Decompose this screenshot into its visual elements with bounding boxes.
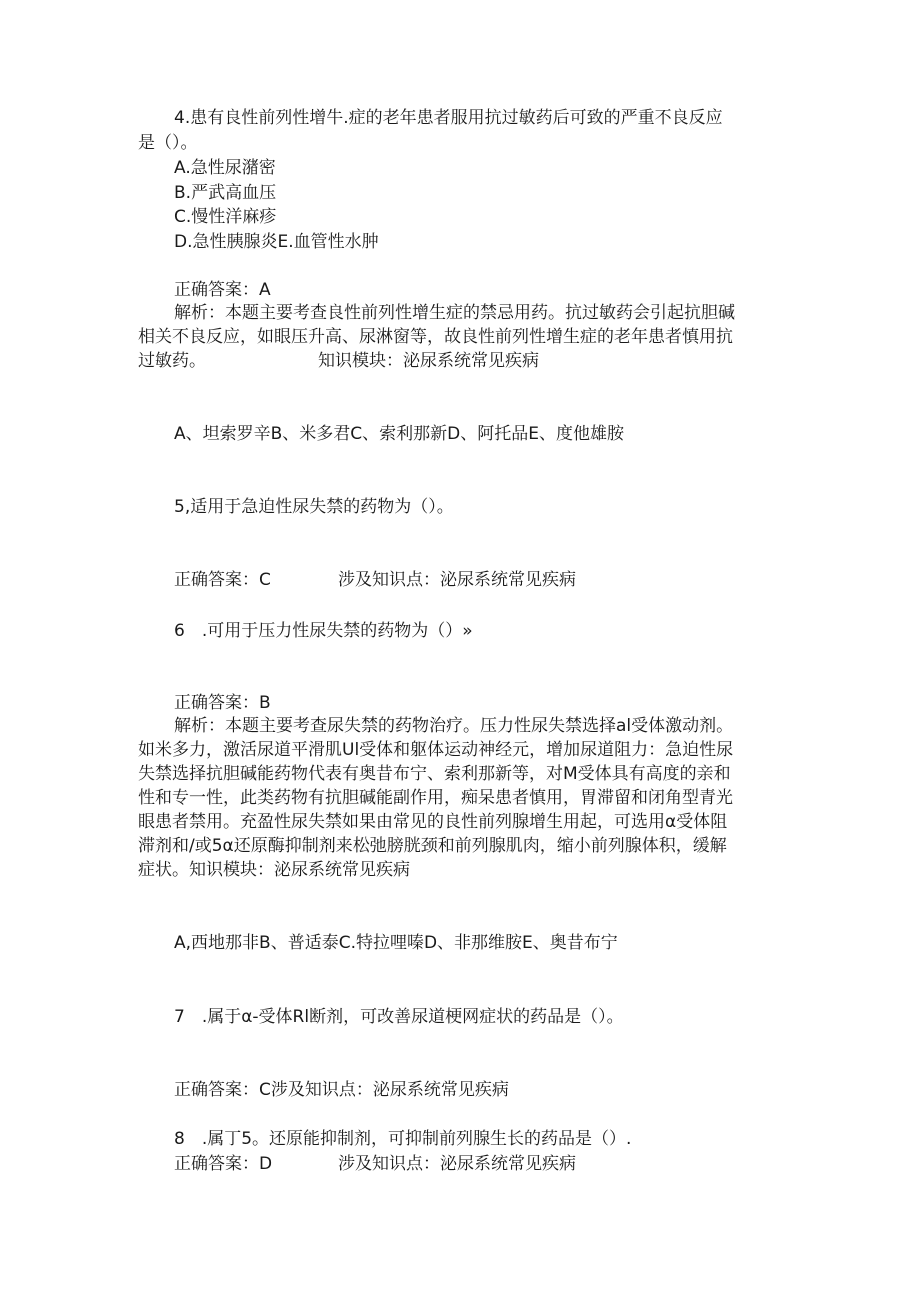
options-q5-q6: A、坦索罗辛B、米多君C、索利那新D、阿托品E、度他雄胺 xyxy=(174,424,624,444)
q6-analysis-line2: 如米多力，激活尿道平滑肌Ul受体和躯体运动神经元，增加尿道阻力：急迫性尿 xyxy=(138,740,734,760)
q4-option-c: C.慢性洋麻疹 xyxy=(174,207,277,227)
q4-analysis-line3a: 过敏药。 xyxy=(138,351,206,371)
q6-analysis-line6: 滞剂和/或5α还原酶抑制剂来松弛膀胱颈和前列腺肌肉，缩小前列腺体积，缓解 xyxy=(138,836,727,856)
q6-analysis-line3: 失禁选择抗胆碱能药物代表有奥昔布宁、索利那新等，对M受体具有高度的亲和 xyxy=(138,764,731,784)
q6-analysis-line7: 症状。知识模块：泌尿系统常见疾病 xyxy=(138,860,410,880)
q4-analysis-line2: 相关不良反应，如眼压升高、尿淋窗等，故良性前列性增生症的老年患者慎用抗 xyxy=(138,327,733,347)
q5-answer: 正确答案：C xyxy=(174,570,271,590)
q8-stem: 8 .属丁5。还原能抑制剂，可抑制前列腺生长的药品是（）. xyxy=(174,1129,632,1149)
q5-stem: 5,适用于急迫性尿失禁的药物为（）。 xyxy=(174,497,454,517)
q8-knowledge: 涉及知识点：泌尿系统常见疾病 xyxy=(338,1154,576,1174)
q4-stem-line1: 4.患有良性前列性增牛.症的老年患者服用抗过敏药后可致的严重不良反应 xyxy=(174,108,723,128)
q4-option-a: A.急性尿潴密 xyxy=(174,158,276,178)
q6-answer: 正确答案：B xyxy=(174,693,271,713)
q6-stem: 6 .可用于压力性尿失禁的药物为（）» xyxy=(174,621,473,641)
q8-answer: 正确答案：D xyxy=(174,1154,273,1174)
q4-answer: 正确答案：A xyxy=(174,280,271,300)
q4-stem-line2: 是（）。 xyxy=(138,133,198,153)
q6-analysis-line4: 性和专一性，此类药物有抗胆碱能副作用，痴呆患者慎用，胃滞留和闭角型青光 xyxy=(138,788,733,808)
q5-knowledge: 涉及知识点：泌尿系统常见疾病 xyxy=(338,570,576,590)
q7-stem: 7 .属于α-受体Rl断剂，可改善尿道梗网症状的药品是（）。 xyxy=(174,1007,624,1027)
options-q7-q8: A,西地那非B、普适泰C.特拉哩嗪D、非那维胺E、奥昔布宁 xyxy=(174,933,618,953)
q4-analysis-line1: 解析：本题主要考查良性前列性增生症的禁忌用药。抗过敏药会引起抗胆碱 xyxy=(174,303,735,323)
q4-option-de: D.急性胰腺炎E.血管性水肿 xyxy=(174,232,379,252)
q6-analysis-line5: 眼患者禁用。充盈性尿失禁如果由常见的良性前列腺增生用起，可选用α受体阻 xyxy=(138,812,728,832)
q4-option-b: B.严武高血压 xyxy=(174,183,277,203)
q7-answer: 正确答案：C涉及知识点：泌尿系统常见疾病 xyxy=(174,1080,509,1100)
q6-analysis-line1: 解析：本题主要考查尿失禁的药物治疗。压力性尿失禁选择al受体激动剂。 xyxy=(174,716,734,736)
q4-knowledge-module: 知识模块：泌尿系统常见疾病 xyxy=(318,351,539,371)
